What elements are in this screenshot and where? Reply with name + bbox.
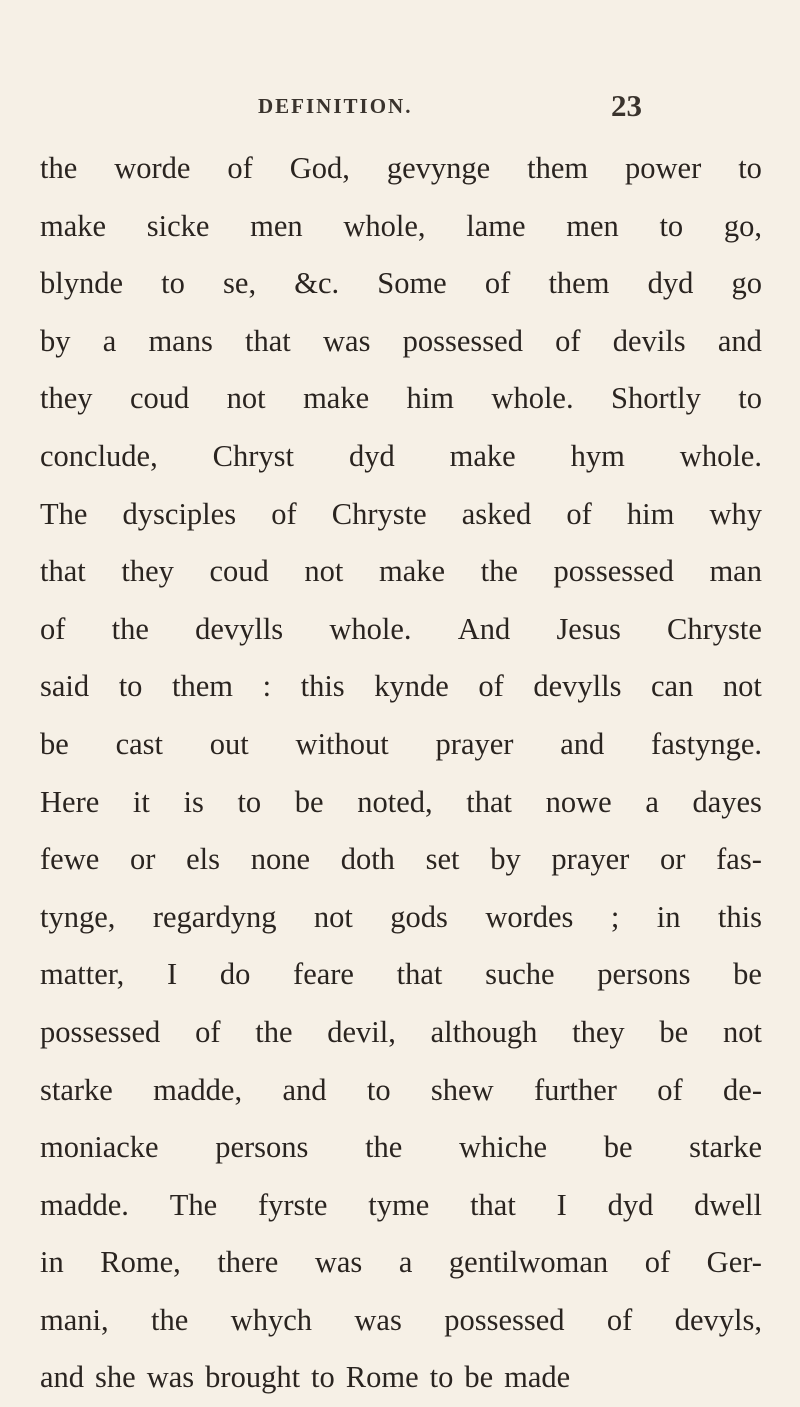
text-line: conclude, Chryst dyd make hym whole.: [40, 438, 762, 473]
page-number: 23: [611, 88, 642, 123]
text-line: the worde of God, gevynge them power to: [40, 151, 762, 185]
text-line: blynde to se, &c. Some of them dyd go: [40, 266, 762, 301]
text-line: possessed of the devil, although they be not: [40, 1014, 762, 1049]
text-line: matter, I do feare that suche persons be: [40, 957, 762, 992]
text-line: said to them : this kynde of devylls can not: [40, 669, 762, 704]
text-line: make sicke men whole, lame men to go,: [40, 208, 762, 243]
text-line: tynge, regardyng not gods wordes ; in this: [40, 899, 762, 934]
text-line: starke madde, and to shew further of de-: [40, 1072, 762, 1107]
text-line: fewe or els none doth set by prayer or fas-: [40, 842, 762, 877]
text-line: in Rome, there was a gentilwoman of Ger-: [40, 1245, 762, 1280]
running-head: [0, 90, 800, 130]
text-line: they coud not make him whole. Shortly to: [40, 381, 762, 416]
text-line: The dysciples of Chryste asked of him why: [40, 496, 762, 531]
text-line: and she was brought to Rome to be made: [40, 1360, 571, 1395]
text-line: madde. The fyrste tyme that I dyd dwell: [40, 1187, 762, 1222]
text-line: by a mans that was possessed of devils and: [40, 323, 762, 358]
text-line: that they coud not make the possessed man: [40, 554, 762, 589]
body-text: [40, 140, 762, 1407]
text-line: mani, the whych was possessed of devyls,: [40, 1302, 762, 1337]
text-line: moniacke persons the whiche be starke: [40, 1130, 762, 1165]
running-head-title: DEFINITION.: [258, 94, 413, 118]
text-line: Here it is to be noted, that nowe a dayes: [40, 784, 762, 819]
text-line: be cast out without prayer and fastynge.: [40, 726, 762, 761]
text-line: of the devylls whole. And Jesus Chryste: [40, 611, 762, 646]
